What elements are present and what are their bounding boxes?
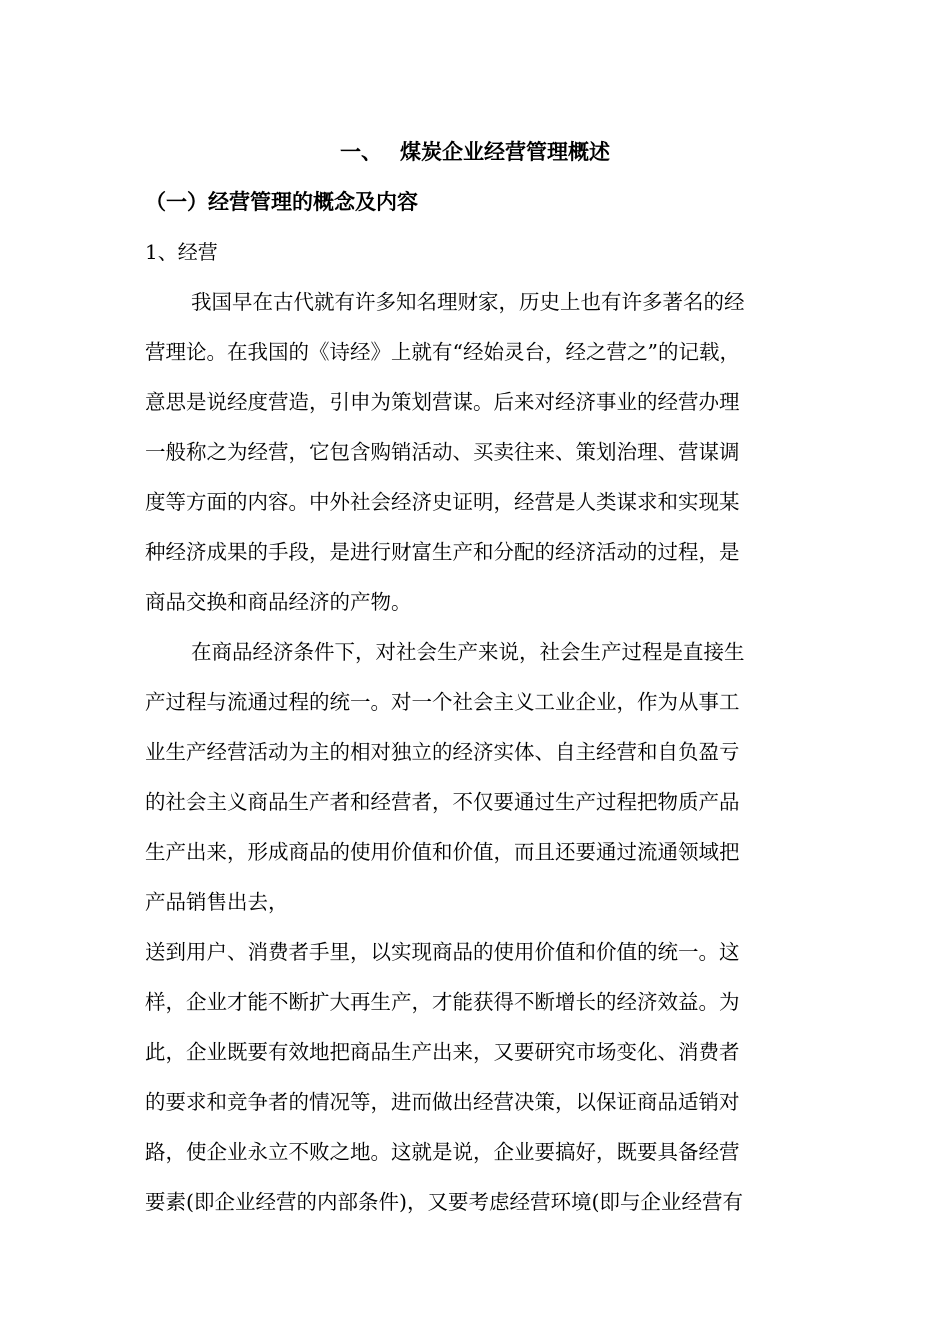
paragraph-line: 我国早在古代就有许多知名理财家，历史上也有许多著名的经 (191, 290, 745, 314)
chapter-title: 煤炭企业经营管理概述 (400, 140, 610, 164)
section-heading: （一）经营管理的概念及内容 (145, 190, 418, 214)
paragraph-line: 产过程与流通过程的统一。对一个社会主义工业企业，作为从事工 (145, 690, 740, 714)
subsection-heading: 1、经营 (145, 240, 218, 264)
paragraph-line: 此，企业既要有效地把商品生产出来，又要研究市场变化、消费者 (145, 1040, 740, 1064)
paragraph-line: 的要求和竞争者的情况等，进而做出经营决策，以保证商品适销对 (145, 1090, 740, 1114)
paragraph-line: 在商品经济条件下，对社会生产来说，社会生产过程是直接生 (191, 640, 745, 664)
paragraph-line: 的社会主义商品生产者和经营者，不仅要通过生产过程把物质产品 (145, 790, 740, 814)
paragraph-line: 生产出来，形成商品的使用价值和价值，而且还要通过流通领域把 (145, 840, 740, 864)
chapter-heading (0, 134, 950, 170)
paragraph-line: 样，企业才能不断扩大再生产，才能获得不断增长的经济效益。为 (145, 990, 740, 1014)
chapter-number: 一、 (340, 140, 382, 164)
paragraph-line: 度等方面的内容。中外社会经济史证明，经营是人类谋求和实现某 (145, 490, 740, 514)
paragraph-line: 营理论。在我国的《诗经》上就有“经始灵台，经之营之”的记载， (145, 340, 740, 364)
paragraph-line: 种经济成果的手段，是进行财富生产和分配的经济活动的过程，是 (145, 540, 740, 564)
paragraph-line: 路，使企业永立不败之地。这就是说，企业要搞好，既要具备经营 (145, 1140, 740, 1164)
paragraph-line: 业生产经营活动为主的相对独立的经济实体、自主经营和自负盈亏 (145, 740, 740, 764)
paragraph-line: 产品销售出去， (145, 890, 289, 914)
paragraph-line: 一般称之为经营，它包含购销活动、买卖往来、策划治理、营谋调 (145, 440, 740, 464)
paragraph-line: 送到用户、消费者手里，以实现商品的使用价值和价值的统一。这 (145, 940, 740, 964)
paragraph-line: 意思是说经度营造，引申为策划营谋。后来对经济事业的经营办理 (145, 390, 740, 414)
paragraph-line: 商品交换和商品经济的产物。 (145, 590, 412, 614)
paragraph-line: 要素(即企业经营的内部条件)，又要考虑经营环境(即与企业经营有 (145, 1190, 743, 1214)
